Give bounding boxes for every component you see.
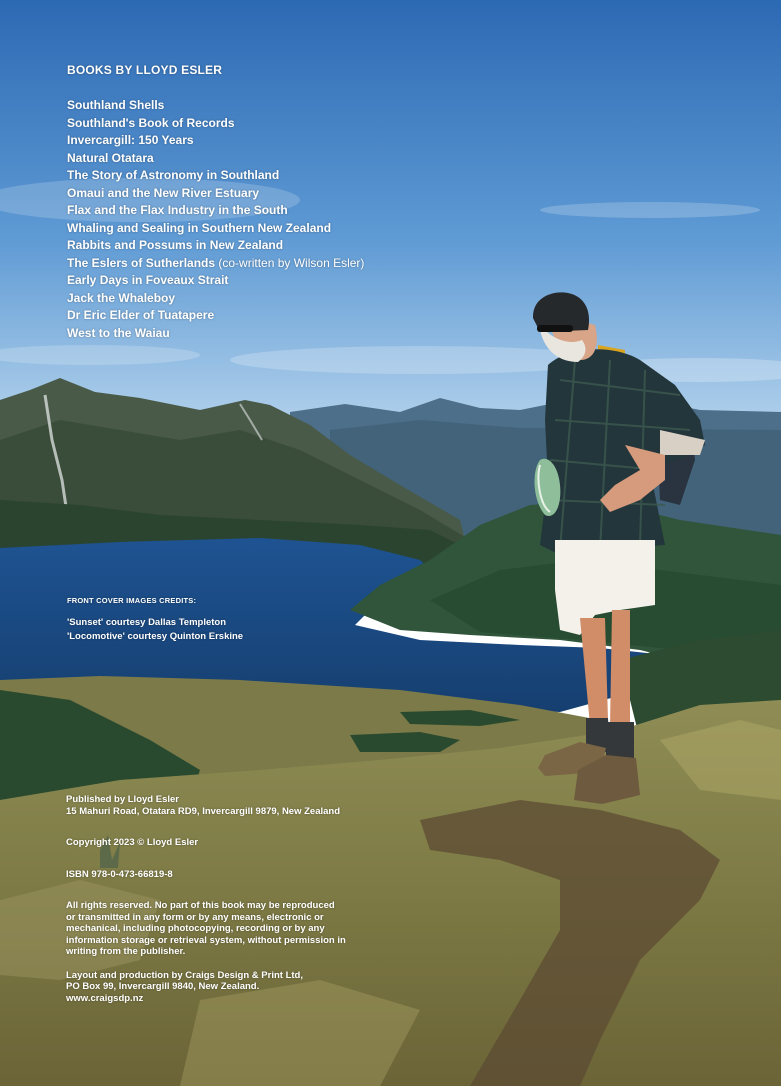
- book-title: Omaui and the New River Estuary: [67, 185, 260, 200]
- book-list-item: [67, 132, 364, 150]
- publisher-address: 15 Mahuri Road, Otatara RD9, Invercargill 9879, New Zealand: [66, 805, 341, 817]
- copyright-notice: Copyright 2023 © Lloyd Esler: [66, 837, 199, 848]
- rights-line: information storage or retrieval system, without permission in: [66, 934, 346, 946]
- book-list-item: [67, 185, 364, 203]
- book-title: Invercargill: 150 Years: [67, 133, 194, 147]
- book-title: Southland Shells: [67, 98, 165, 112]
- isbn: ISBN 978-0-473-66819-8: [66, 868, 173, 880]
- book-title: Jack the Whaleboy: [67, 290, 176, 305]
- production-credit: [66, 970, 366, 1005]
- publisher-name: Published by Lloyd Esler: [66, 794, 179, 805]
- book-list: [67, 97, 364, 342]
- book-title: Rabbits and Possums in New Zealand: [67, 238, 284, 252]
- credit-line: 'Locomotive' courtesy Quinton Erskine: [67, 631, 244, 642]
- rights-line: or transmitted in any form or by any means, electronic or: [66, 911, 324, 923]
- rights-statement: [66, 900, 366, 958]
- imprint-block: [66, 794, 366, 1016]
- book-title: West to the Waiau: [67, 325, 170, 340]
- book-title: Whaling and Sealing in Southern New Zealand: [67, 220, 332, 235]
- production-line: PO Box 99, Invercargill 9840, New Zealand.: [66, 981, 260, 992]
- cover-credits: [67, 596, 243, 644]
- book-title: Southland's Book of Records: [67, 115, 235, 130]
- rights-line: mechanical, including photocopying, recording or by any: [66, 923, 325, 934]
- book-note: (co-written by Wilson Esler): [215, 255, 365, 270]
- book-list-item: [67, 255, 364, 273]
- book-list-item: [67, 325, 364, 343]
- publisher-info: [66, 794, 366, 817]
- book-list-item: [67, 290, 364, 308]
- book-list-item: [67, 220, 364, 238]
- production-line: Layout and production by Craigs Design & Print Ltd,: [66, 969, 303, 981]
- book-list-item: [67, 272, 364, 290]
- book-title: Dr Eric Elder of Tuatapere: [67, 308, 215, 322]
- books-heading: BOOKS BY LLOYD ESLER: [67, 63, 223, 77]
- book-title: Natural Otatara: [67, 150, 154, 165]
- book-list-item: [67, 202, 364, 220]
- production-website: www.craigsdp.nz: [66, 992, 144, 1004]
- book-title: Early Days in Foveaux Strait: [67, 273, 229, 287]
- rights-line: writing from the publisher.: [66, 946, 186, 957]
- credits-heading: FRONT COVER IMAGES CREDITS:: [67, 596, 197, 605]
- book-list-item: [67, 97, 364, 115]
- rights-line: All rights reserved. No part of this book may be reproduced: [66, 900, 335, 911]
- book-title: The Story of Astronomy in Southland: [67, 168, 280, 182]
- book-list-item: [67, 307, 364, 325]
- book-title: The Eslers of Sutherlands: [67, 255, 216, 270]
- book-title: Flax and the Flax Industry in the South: [67, 203, 288, 217]
- credit-line: 'Sunset' courtesy Dallas Templeton: [67, 617, 227, 628]
- book-list-item: [67, 167, 364, 185]
- book-list-item: [67, 237, 364, 255]
- book-list-item: [67, 115, 364, 133]
- book-list-item: [67, 150, 364, 168]
